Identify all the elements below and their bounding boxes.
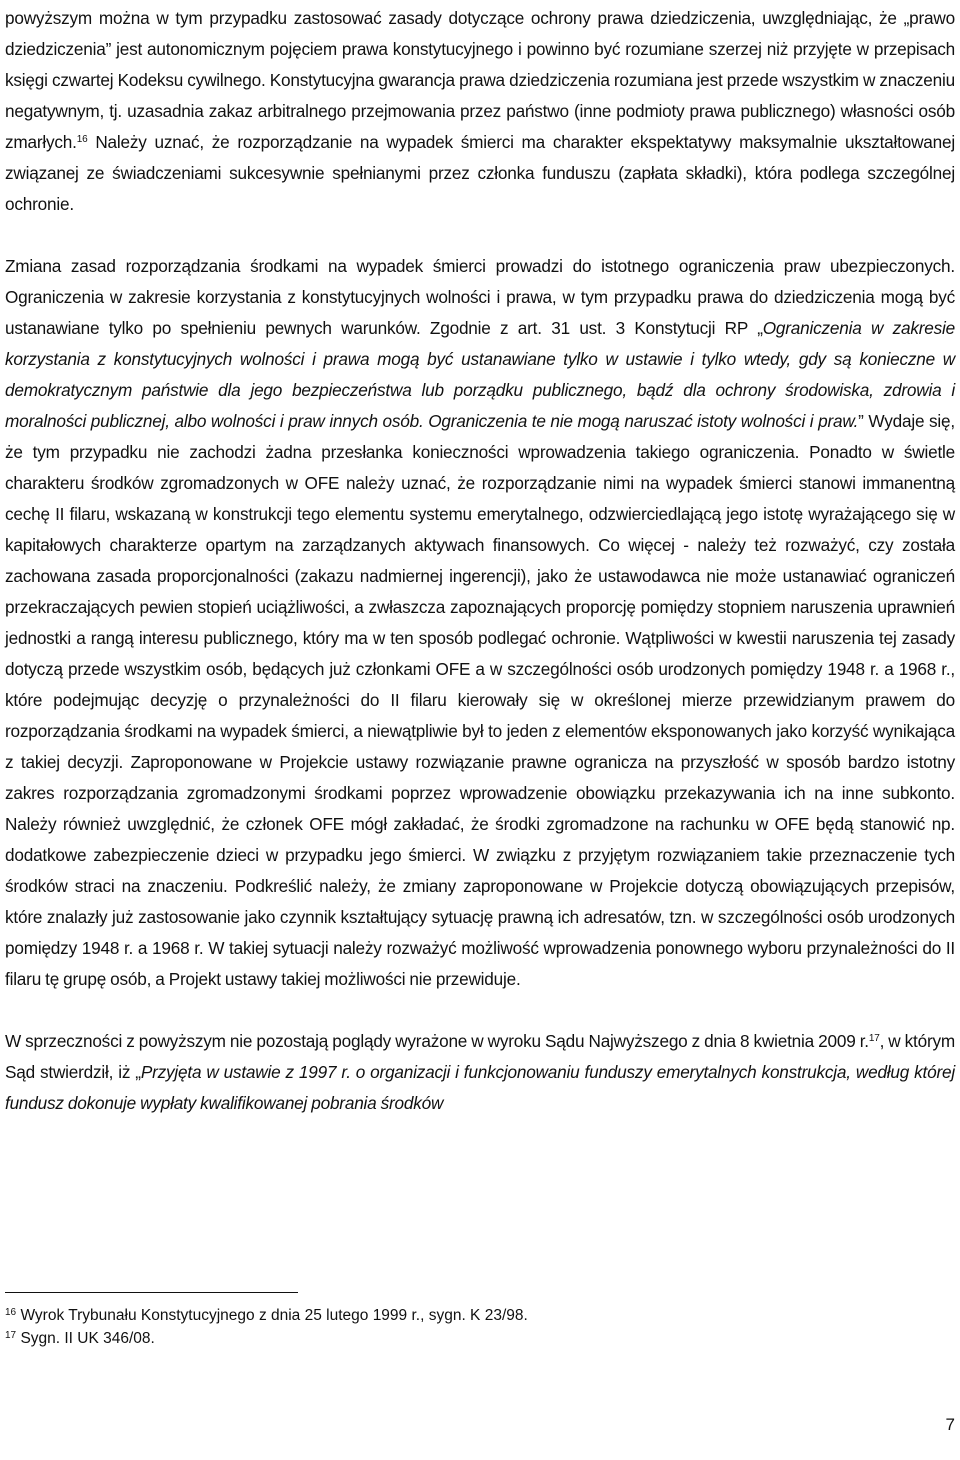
footnote-17 — [5, 1327, 945, 1350]
court-quote: Przyjęta w ustawie z 1997 r. o organizacji i funkcjonowaniu fundusz — [140, 1062, 644, 1082]
paragraph-3 — [5, 1026, 955, 1119]
paragraph-1-text-a: powyższym można w tym przypadku zastosować zasady dotyczące ochrony prawa dziedziczenia, uwzględniając, że „prawo dziedziczenia” jest autonomicznym pojęciem prawa konstytucyjnego i powinno być rozumiane szerzej niż przyjęte w przepisach księgi czwartej Kodeksu cywilnego. Konstytucyjna gwarancja prawa dziedziczenia rozumiana jest przede wszystkim w znaczeniu negatywnym, tj. uzasadnia zakaz arbitralnego przejmowania przez państwo (inne podmioty prawa publicznego) własności osób zmarłych. — [5, 8, 955, 152]
court-quote-tail: y emerytalnych konstrukcja, według której fundusz dokonuje wypłaty kwalifikowanej pobrania środków — [5, 1062, 955, 1113]
constitution-quote: Ograniczenia w zakresie korzystania z konstytucyjnych wolności i prawa mogą być ustanawiane tylko w ustawie i tylko wtedy, gdy są konieczne w demokratycznym państwie dla jego bezpieczeństwa lub porządku publicznego, bądź dla ochrony środowiska, zdrowia i moralności publicznej, albo wolności i praw innych osób. Ograniczenia te nie mogą naruszać istoty wolności i praw. — [5, 318, 955, 431]
footnote-number: 17 — [5, 1330, 17, 1341]
footnotes — [5, 1304, 945, 1350]
footnote-text: Wyrok Trybunału Konstytucyjnego z dnia 25 lutego 1999 r., sygn. K 23/98. — [20, 1307, 528, 1324]
paragraph-2-text-a: Zmiana zasad rozporządzania środkami na wypadek śmierci prowadzi do istotnego ograniczenia praw ubezpieczonych. Ograniczenia w zakresie korzystania z konstytucyjnych wolności i prawa, w tym przypadku prawa do dziedziczenia mogą być ustanawiane tylko po spełnieniu pewnych warunków. Zgodnie z art. 31 ust. 3 Konstytucji RP „ — [5, 256, 955, 338]
footnote-number: 16 — [5, 1307, 17, 1318]
footnote-text: Sygn. II UK 346/08. — [20, 1330, 155, 1347]
footnote-separator — [5, 1292, 298, 1293]
paragraph-2-text-b: ” Wydaje się, że tym przypadku nie zachodzi żadna przesłanka konieczności wprowadzenia takiego ograniczenia. Ponadto w świetle charakteru środków zgromadzonych w OFE należy uznać, że rozporządzanie nimi na wypadek śmierci stanowi immanentną cechę II filaru, wskazaną w konstrukcji tego elementu systemu emerytalnego, odzwierciedlającą jego istotę wyrażającego się w kapitałowych charakterze opartym na zarządzanych aktywach finansowych. Co więcej - należy też rozważyć, czy została zachowana zasada proporcjonalności (zakazu nadmiernej ingerencji), jako że ustawodawca nie może ustanawiać ograniczeń przekraczających pewien stopień uciążliwości, a zwłaszcza zapoznających proporcję pomiędzy stopniem naruszenia uprawnień jednostki a rangą interesu publicznego, który ma w ten sposób podlegać ochronie. Wątpliwości w kwestii naruszenia tej zasady dotyczą przede wszystkim osób, będących już członkami OFE a w szczególności osób urodzonych pomiędzy 1948 r. a 1968 r., które podejmując decyzję o przynależności do II filaru kierowały się w określonej mierze przewidzianym prawem do rozporządzania środkami na wypadek śmierci, a niewątpliwie był to jeden z elementów eksponowanych jako korzyść wynikająca z takiej decyzji. Zaproponowane w Projekcie ustawy rozwiązanie prawne ogranicza na przyszłość w sposób bardzo istotny zakres rozporządzania zgromadzonymi środkami poprzez wprowadzenie obowiązku przekazywania ich na inne subkonto. Należy również uwzględnić, że członek OFE mógł zakładać, że środki zgromadzone na rachunku w OFE będą stanowić np. dodatkowe zabezpieczenie dzieci w przypadku jego śmierci. W związku z przyjętym rozwiązaniem takie przeznaczenie tych środków straci na znaczeniu. Podkreślić należy, że zmiany zaproponowane w Projekcie dotyczą obowiązujących przepisów, które znalazły już zastosowanie jako czynnik kształtujący sytuację prawną ich adresatów, tzn. w szczególności osób urodzonych pomiędzy 1948 r. a 1968 r. W takiej sytuacji należy rozważyć możliwość wprowadzenia ponownego wyboru przynależności do II filaru tę grupę osób, a Projekt ustawy takiej możliwości nie przewiduje. — [5, 411, 955, 989]
footnote-ref-16[interactable]: 16 — [76, 134, 88, 145]
page-number: 7 — [945, 1415, 955, 1434]
paragraph-1-text-b: Należy uznać, że rozporządzanie na wypadek śmierci ma charakter ekspektatywy maksymalnie ukształtowanej związanej ze świadczeniami sukcesywnie spełnianymi przez członka funduszu (zapłata składki), która podlega szczególnej ochronie. — [5, 132, 955, 214]
paragraph-3-text-a: W sprzeczności z powyższym nie pozostają poglądy wyrażone w wyroku Sądu Najwyższego z dnia 8 kwietnia 2009 r. — [5, 1031, 869, 1051]
paragraph-2 — [5, 251, 955, 995]
footnote-16 — [5, 1304, 945, 1327]
paragraph-3-text-b: , w którym Sąd stwierdził, iż „ — [5, 1031, 955, 1082]
paragraph-1 — [5, 0, 955, 220]
document-page — [5, 0, 955, 1119]
footnote-ref-17[interactable]: 17 — [868, 1033, 880, 1044]
